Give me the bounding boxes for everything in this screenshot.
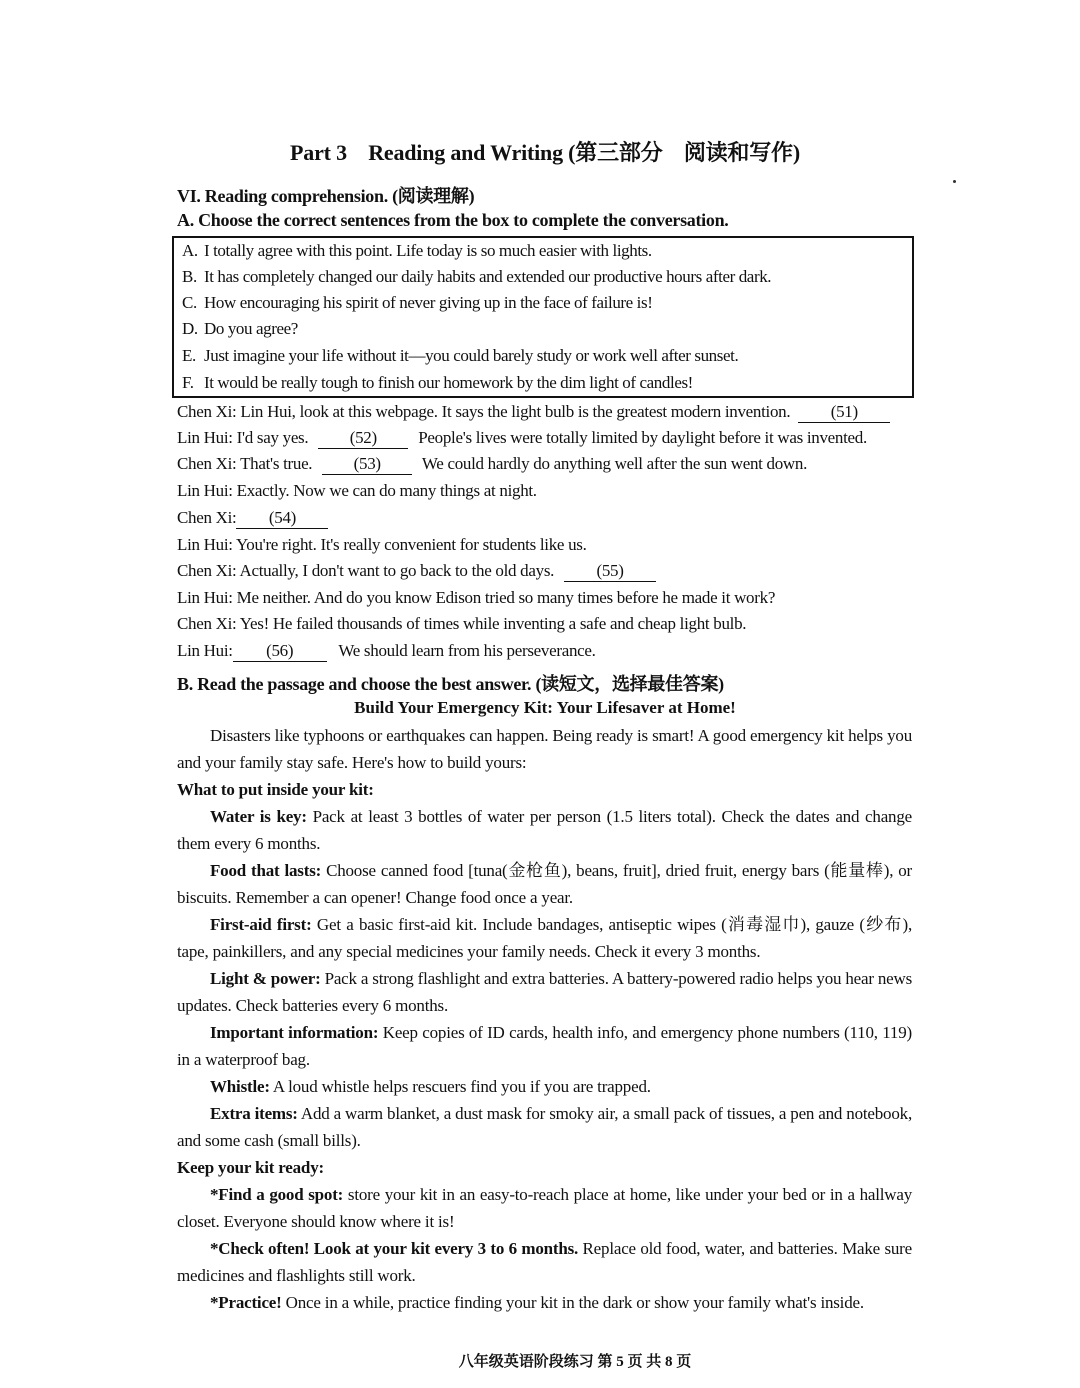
dialogue-text: Lin Hui: You're right. It's really convenient for students like us. xyxy=(177,535,587,554)
page-footer: 八年级英语阶段练习 第 5 页 共 8 页 xyxy=(458,1354,692,1370)
tip-text: Replace old food, water, and batteries. Make sure medicines and flashlights still work. xyxy=(177,1239,912,1285)
kit-item-light xyxy=(177,965,912,1019)
option-text: I totally agree with this point. Life today is so much easier with lights. xyxy=(204,241,652,260)
answer-blank-52[interactable]: (52) xyxy=(318,428,408,449)
dialogue-line xyxy=(177,508,328,529)
dialogue-line xyxy=(177,641,596,662)
item-label: First-aid first: xyxy=(210,915,312,934)
dialogue-line xyxy=(177,402,890,423)
tip-label: *Find a good spot: xyxy=(210,1185,344,1204)
page-speck xyxy=(953,180,956,183)
item-label: Light & power: xyxy=(210,969,321,988)
part-name-cn: 阅读和写作) xyxy=(683,140,800,165)
passage-title: Build Your Emergency Kit: Your Lifesaver at Home! xyxy=(354,698,736,717)
tip-spot xyxy=(177,1181,912,1235)
tip-text: store your kit in an easy-to-reach place at home, like under your bed or in a hallway closet. Everyone should know where it is! xyxy=(177,1185,912,1231)
part-number: Part 3 xyxy=(290,140,347,165)
option-d xyxy=(182,319,298,339)
tip-label: *Practice! xyxy=(210,1293,282,1312)
option-e xyxy=(182,346,738,366)
tip-check xyxy=(177,1235,912,1289)
answer-blank-54[interactable]: (54) xyxy=(236,508,328,529)
answer-blank-53[interactable]: (53) xyxy=(322,454,412,475)
section-heading-b: B. Read the passage and choose the best answer. (读短文，选择最佳答案) xyxy=(177,674,724,694)
option-text: It would be really tough to finish our homework by the dim light of candles! xyxy=(204,373,693,392)
dialogue-line xyxy=(177,454,807,475)
item-label: Food that lasts: xyxy=(210,861,322,880)
option-letter: D. xyxy=(182,319,198,338)
tip-practice xyxy=(177,1289,912,1316)
answer-blank-56[interactable]: (56) xyxy=(233,641,327,662)
dialogue-line xyxy=(177,561,656,582)
dialogue-text: Chen Xi: Yes! He failed thousands of times while inventing a safe and cheap light bulb. xyxy=(177,614,747,633)
subheading-what: What to put inside your kit: xyxy=(177,780,374,799)
option-text: Do you agree? xyxy=(204,319,298,338)
dialogue-line xyxy=(177,588,775,608)
dialogue-line xyxy=(177,428,867,449)
answer-blank-51[interactable]: (51) xyxy=(798,402,890,423)
part-name: Reading and Writing (第三部分 xyxy=(368,140,663,165)
dialogue-text: We could hardly do anything well after the sun went down. xyxy=(421,454,808,473)
item-text: Pack a strong flashlight and extra batteries. A battery-powered radio helps you hear news updates. Check batteries every 6 months. xyxy=(177,969,912,1015)
option-letter: F. xyxy=(182,373,194,392)
dialogue-text: Lin Hui: Exactly. Now we can do many things at night. xyxy=(177,481,537,500)
item-label: Whistle: xyxy=(210,1077,270,1096)
option-c xyxy=(182,293,652,313)
dialogue-text: People's lives were totally limited by daylight before it was invented. xyxy=(418,428,867,447)
item-label: Water is key: xyxy=(210,807,307,826)
dialogue-text: Chen Xi: Lin Hui, look at this webpage. It says the light bulb is the greatest modern invention. xyxy=(177,402,791,421)
option-letter: C. xyxy=(182,293,197,312)
kit-item-whistle xyxy=(177,1073,912,1100)
section-heading-vi: VI. Reading comprehension. (阅读理解) xyxy=(177,186,475,206)
dialogue-text: Chen Xi: That's true. xyxy=(177,454,313,473)
kit-item-info xyxy=(177,1019,912,1073)
option-a xyxy=(182,241,652,261)
dialogue-text: Chen Xi: xyxy=(177,508,237,527)
kit-item-extra xyxy=(177,1100,912,1154)
tip-label: *Check often! Look at your kit every 3 to 6 months. xyxy=(210,1239,579,1258)
item-text: Get a basic first-aid kit. Include bandages, antiseptic wipes (消毒湿巾), gauze (纱布), tape, painkillers, and any special medicines your family needs. Check it every 3 months. xyxy=(177,915,912,961)
option-text: How encouraging his spirit of never giving up in the face of failure is! xyxy=(204,293,653,312)
dialogue-text: Chen Xi: Actually, I don't want to go back to the old days. xyxy=(177,561,555,580)
option-letter: B. xyxy=(182,267,197,286)
item-text: Choose canned food [tuna(金枪鱼), beans, fruit], dried fruit, energy bars (能量棒), or biscuits. Remember a can opener! Change food once a year. xyxy=(177,861,912,907)
section-heading-a: A. Choose the correct sentences from the box to complete the conversation. xyxy=(177,210,729,230)
part-title xyxy=(0,136,1080,167)
kit-item-water xyxy=(177,803,912,857)
item-text: Pack at least 3 bottles of water per person (1.5 liters total). Check the dates and change them every 6 months. xyxy=(177,807,912,853)
dialogue-line xyxy=(177,614,746,634)
option-letter: E. xyxy=(182,346,196,365)
option-text: Just imagine your life without it—you could barely study or work well after sunset. xyxy=(204,346,739,365)
option-b xyxy=(182,267,771,287)
item-label: Important information: xyxy=(210,1023,379,1042)
dialogue-line xyxy=(177,535,587,555)
dialogue-text: Lin Hui: Me neither. And do you know Edison tried so many times before he made it work? xyxy=(177,588,776,607)
option-f xyxy=(182,373,693,393)
item-text: Add a warm blanket, a dust mask for smoky air, a small pack of tissues, a pen and notebook, and some cash (small bills). xyxy=(177,1104,913,1150)
options-box xyxy=(172,236,914,398)
dialogue-text: Lin Hui: I'd say yes. xyxy=(177,428,309,447)
item-label: Extra items: xyxy=(210,1104,298,1123)
kit-item-first-aid xyxy=(177,911,912,965)
subheading-ready: Keep your kit ready: xyxy=(177,1158,324,1177)
kit-item-food xyxy=(177,857,912,911)
answer-blank-55[interactable]: (55) xyxy=(564,561,656,582)
dialogue-line xyxy=(177,481,537,501)
tip-text: Once in a while, practice finding your kit in the dark or show your family what's inside. xyxy=(281,1293,864,1312)
option-text: It has completely changed our daily habits and extended our productive hours after dark. xyxy=(204,267,772,286)
passage-intro: Disasters like typhoons or earthquakes can happen. Being ready is smart! A good emergency kit helps you and your family stay safe. Here's how to build yours: xyxy=(177,726,912,772)
item-text: Keep copies of ID cards, health info, and emergency phone numbers (110, 119) in a waterproof bag. xyxy=(177,1023,912,1069)
option-letter: A. xyxy=(182,241,198,260)
dialogue-text: Lin Hui: xyxy=(177,641,233,660)
item-text: A loud whistle helps rescuers find you if you are trapped. xyxy=(269,1077,651,1096)
dialogue-text: We should learn from his perseverance. xyxy=(338,641,596,660)
